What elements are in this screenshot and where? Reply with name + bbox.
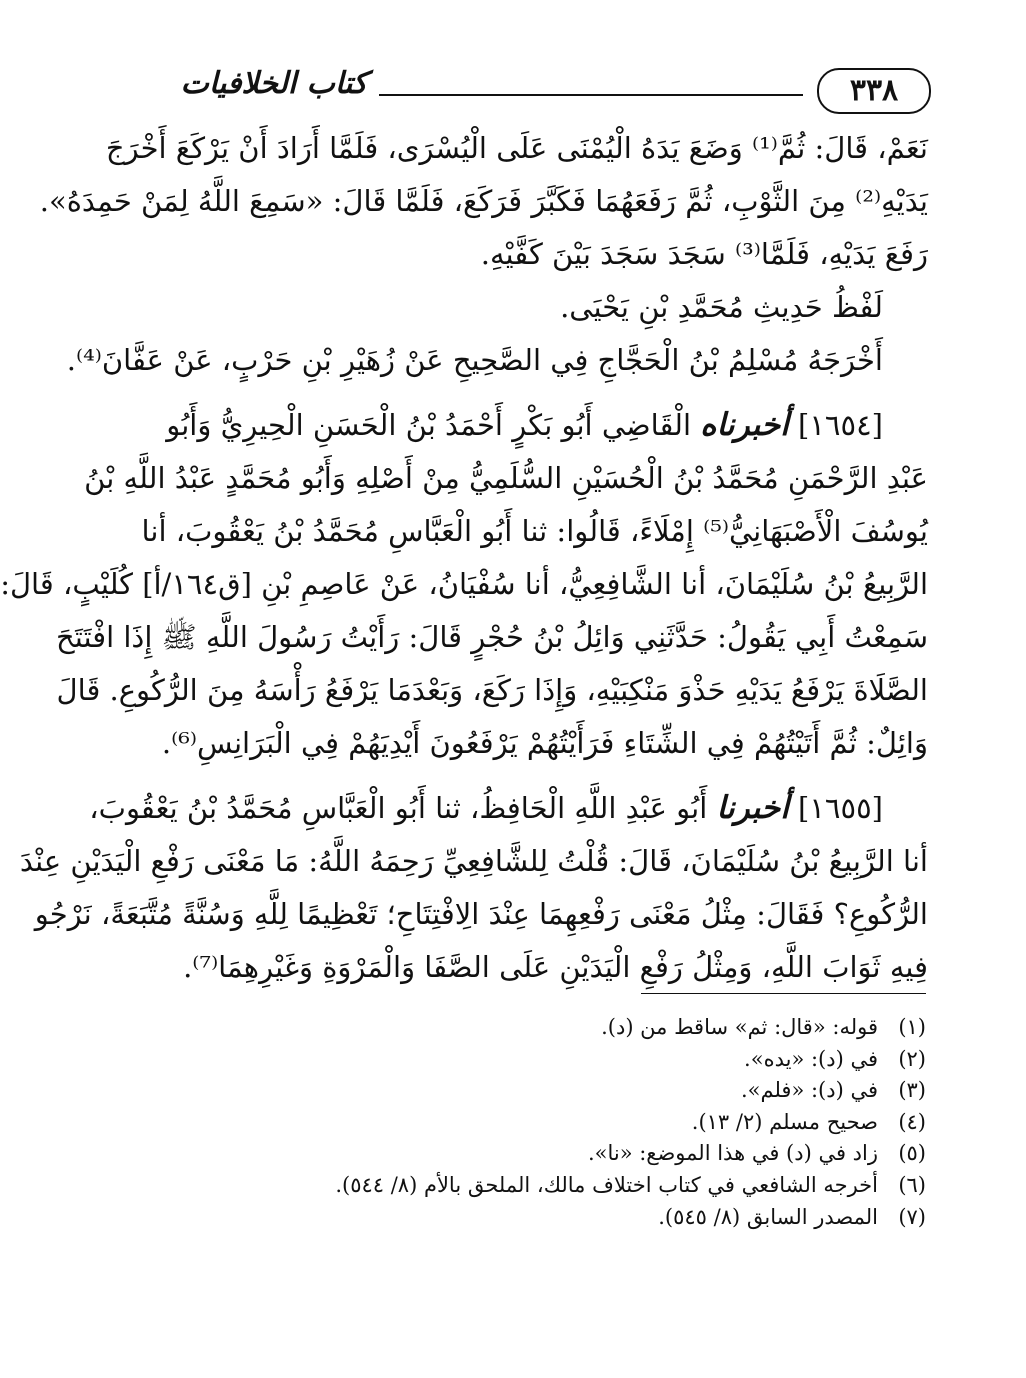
hadith-number: [١٦٥٤] xyxy=(798,408,883,442)
text-line: نَعَمْ، قَالَ: ثُمَّ⁽¹⁾ وَضَعَ يَدَهُ الْيُمْنَى عَلَى الْيُسْرَى، فَلَمَّا أَرَادَ أَنْ يَرْكَعَ أَخْرَجَ xyxy=(105,131,928,165)
footnote-number: (٦) xyxy=(898,1172,926,1197)
footnote-number: (١) xyxy=(898,1015,926,1039)
text-line: رَفَعَ يَدَيْهِ، فَلَمَّا⁽³⁾ سَجَدَ سَجَدَ بَيْنَ كَفَّيْهِ. xyxy=(480,237,928,271)
footnote-text: أخرجه الشافعي في كتاب اختلاف مالك، الملحق بالأم (٨/ ٥٤٤). xyxy=(335,1172,878,1197)
text-line: لَفْظُ حَدِيثِ مُحَمَّدِ بْنِ يَحْيَى. xyxy=(560,290,883,324)
text-line: أَبُو عَبْدِ اللَّهِ الْحَافِظُ، ثنا أَبُو الْعَبَّاسِ مُحَمَّدُ بْنُ يَعْقُوبَ، xyxy=(89,791,708,825)
footnote-text: في (د): «فلم». xyxy=(740,1078,878,1103)
footnote-text: المصدر السابق (٨/ ٥٤٥). xyxy=(658,1204,878,1229)
text-line: الْقَاضِي أَبُو بَكْرٍ أَحْمَدُ بْنُ الْحَسَنِ الْحِيرِيُّ وَأَبُو xyxy=(166,408,692,442)
footnote-number: (٥) xyxy=(898,1141,926,1166)
footnotes xyxy=(206,1012,926,1233)
footnote-text: صحيح مسلم (٢/ ١٣). xyxy=(691,1109,878,1134)
footnote-number: (٤) xyxy=(898,1109,926,1134)
footnote xyxy=(206,1202,926,1234)
footnote-number: (٢) xyxy=(898,1046,926,1071)
page-header xyxy=(179,62,931,124)
footnote xyxy=(206,1170,926,1202)
text-line: يَدَيْهِ⁽²⁾ مِنَ الثَّوْبِ، ثُمَّ رَفَعَهُمَا فَكَبَّرَ فَرَكَعَ، فَلَمَّا قَالَ: «سَمِعَ اللَّهُ لِمَنْ حَمِدَهُ». xyxy=(39,184,928,218)
text-line: فِيهِ ثَوَابَ اللَّهِ، وَمِثْلُ رَفْعِ الْيَدَيْنِ عَلَى الصَّفَا وَالْمَرْوَةِ وَغَيْرِهِمَا⁽⁷⁾. xyxy=(183,950,928,984)
footnote-number: (٧) xyxy=(898,1204,926,1229)
text-line: يُوسُفَ الْأَصْبَهَانِيُّ⁽⁵⁾ إِمْلَاءً، قَالُوا: ثنا أَبُو الْعَبَّاسِ مُحَمَّدُ بْنُ يَعْقُوبَ، أنا xyxy=(141,514,928,548)
footnote xyxy=(206,1075,926,1107)
page-number: ٣٣٨ xyxy=(817,68,931,114)
footnote xyxy=(206,1138,926,1170)
text-line: أنا الرَّبِيعُ بْنُ سُلَيْمَانَ، قَالَ: قُلْتُ لِلشَّافِعِيِّ رَحِمَهُ اللَّهُ: مَا مَعْنَى رَفْعِ الْيَدَيْنِ عِنْدَ xyxy=(19,844,928,878)
header-rule xyxy=(379,94,803,96)
text-line: أَخْرَجَهُ مُسْلِمُ بْنُ الْحَجَّاجِ فِي الصَّحِيحِ عَنْ زُهَيْرِ بْنِ حَرْبٍ، عَنْ عَفَّانَ⁽⁴⁾. xyxy=(66,343,883,377)
footnote-text: قوله: «قال: ثم» ساقط من (د). xyxy=(601,1015,878,1039)
text-line: الرُّكُوعِ؟ فَقَالَ: مِثْلُ مَعْنَى رَفْعِهِمَا عِنْدَ الِافْتِتَاحِ؛ تَعْظِيمًا لِلَّهِ وَسُنَّةً مُتَّبَعَةً، نَرْجُو xyxy=(34,897,928,931)
hadith-1655-first-line xyxy=(89,782,928,835)
footnote-separator xyxy=(641,993,926,994)
footnote-text: زاد في (د) في هذا الموضع: «نا». xyxy=(587,1141,878,1166)
book-title: كتاب الخلافيات xyxy=(180,66,368,101)
main-text xyxy=(0,122,928,994)
hadith-lead-word: أخبرنا xyxy=(716,790,789,826)
footnote xyxy=(206,1044,926,1076)
text-line: وَائِلٌ: ثُمَّ أَتَيْتُهُمْ فِي الشِّتَاءِ فَرَأَيْتُهُمْ يَرْفَعُونَ أَيْدِيَهُمْ فِي الْبَرَانِسِ⁽⁶⁾. xyxy=(161,726,928,760)
footnote-number: (٣) xyxy=(898,1078,926,1103)
hadith-1654-first-line xyxy=(166,399,928,452)
footnote-text: في (د): «يده». xyxy=(744,1046,878,1071)
hadith-lead-word: أخبرناه xyxy=(700,407,789,443)
text-line: الصَّلَاةَ يَرْفَعُ يَدَيْهِ حَذْوَ مَنْكِبَيْهِ، وَإِذَا رَكَعَ، وَبَعْدَمَا يَرْفَعُ رَأْسَهُ مِنَ الرُّكُوعِ. قَالَ xyxy=(56,673,928,707)
footnote xyxy=(206,1107,926,1139)
text-line: الرَّبِيعُ بْنُ سُلَيْمَانَ، أنا الشَّافِعِيُّ، أنا سُفْيَانُ، عَنْ عَاصِمِ بْنِ [ق١٦٤/أ] كُلَيْبٍ، قَالَ: xyxy=(0,567,928,601)
text-line: عَبْدِ الرَّحْمَنِ مُحَمَّدُ بْنُ الْحُسَيْنِ السُّلَمِيُّ مِنْ أَصْلِهِ وَأَبُو مُحَمَّدٍ عَبْدُ اللَّهِ بْنُ xyxy=(84,461,928,495)
footnote xyxy=(206,1012,926,1044)
hadith-number: [١٦٥٥] xyxy=(798,791,883,825)
text-line: سَمِعْتُ أَبِي يَقُولُ: حَدَّثَنِي وَائِلُ بْنُ حُجْرٍ قَالَ: رَأَيْتُ رَسُولَ اللَّهِ ﷺ إِذَا افْتَتَحَ xyxy=(55,620,928,654)
